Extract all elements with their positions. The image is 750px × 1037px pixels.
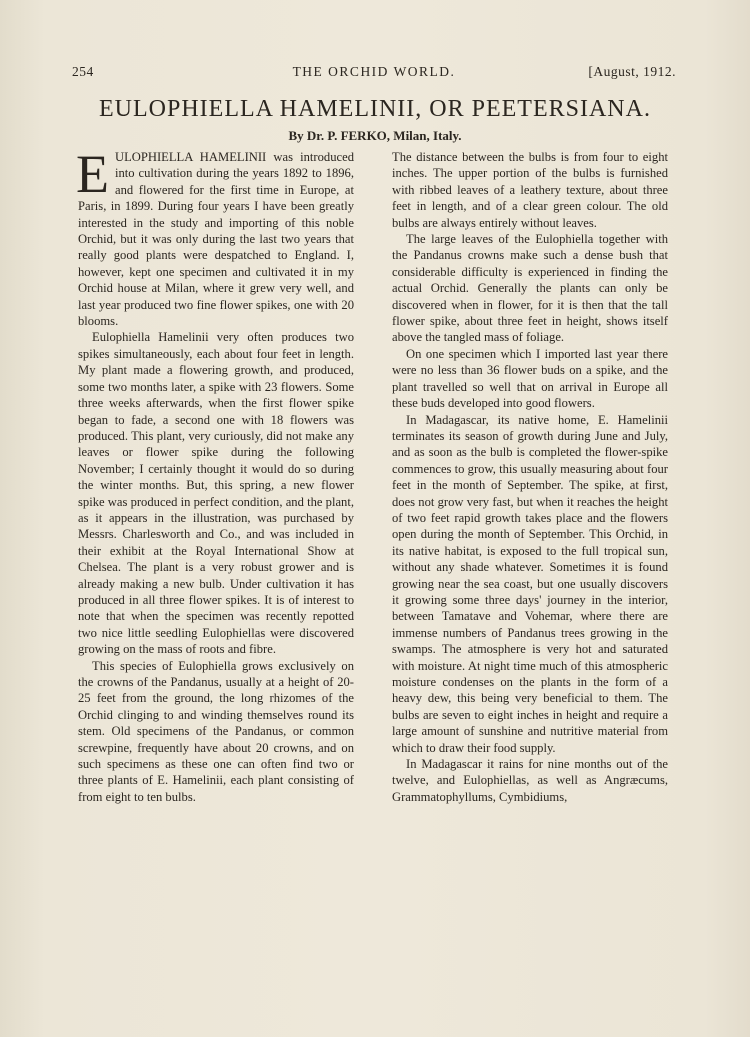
left-column — [76, 144, 354, 805]
paragraph: In Madagascar, its native home, E. Hamelinii terminates its season of growth during June and July, and as soon as the bulb is completed the flower-spike commences to grow, this usually measuring about four feet in the month of September. The spike, at first, does not grow very fast, but when it reaches the height of two feet rapid growth takes place and the flowers open during the month of September. This Orchid, in its native habitat, is exposed to the full tropical sun, without any shade whatever. Sometimes it is found growing near the sea coast, but one usually discovers it growing some three days' journey in the interior, between Tamatave and Vohemar, where there are immense numbers of Pandanus trees growing in the swamps. The atmosphere is very hot and saturated with moisture. At night time much of this atmospheric moisture condenses on the plants in the form of a heavy dew, this being very beneficial to them. The bulbs are seven to eight inches in height and require a large amount of sunshine and nutritive material from which to draw their food supply. — [392, 412, 668, 755]
right-column — [392, 149, 668, 805]
issue-date: [August, 1912. — [588, 64, 676, 79]
paragraph: Eulophiella Hamelinii very often produces two spikes simultaneously, each about four feet in length. My plant made a flowering growth, and produced, some two months later, a spike with 23 flowers. Some three weeks afterwards, when the first flower spike began to fade, a second one with 18 flowers was produced. This plant, very curiously, did not make any leaves or flower spike during the following November; I certainly thought it would do so during the winter months. But, this spring, a new flower spike was produced in perfect condition, and the plant, as it appears in the illustration, was purchased by Messrs. Charlesworth and Co., and was included in their exhibit at the Royal International Show at Chelsea. The plant is a very robust grower and is already making a new bulb. Under cultivation it has produced in all three flower spikes. It is of interest to note that when the specimen was recently repotted two nice little seedling Eulophiellas were discovered growing on the mass of roots and fibre. — [78, 330, 354, 657]
journal-title: THE ORCHID WORLD. — [292, 64, 456, 79]
article-title: EULOPHIELLA HAMELINII, OR PEETERSIANA. — [99, 96, 651, 122]
paragraph: In Madagascar it rains for nine months out of the twelve, and Eulophiellas, as well as Angræcums, Grammatophyllums, Cymbidiums, — [392, 757, 668, 804]
paragraph-text: ULOPHIELLA HAMELINII was introduced into cultivation during the years 1892 to 1896, and flowered for the first time in Europe, at Paris, in 1899. During four years I have been greatly interested in the study and importing of this noble Orchid, but it was only during the last two years that really good plants were despatched to England. I, however, kept one specimen and cultivated it in my Orchid house at Milan, where it grew very well, and last year produced two fine flower spikes, one with 20 blooms. — [78, 150, 354, 329]
page-number: 254 — [72, 64, 94, 79]
article-byline: By Dr. P. FERKO, Milan, Italy. — [288, 128, 462, 143]
paragraph: This species of Eulophiella grows exclusively on the crowns of the Pandanus, usually at a height of 20-25 feet from the ground, the long rhizomes of the Orchid clinging to and winding themselves round its stem. Old specimens of the Pandanus, or common screwpine, frequently have about 20 crowns, and on such specimens as these one can often find two or three plants of E. Hamelinii, each plant consisting of from eight to ten bulbs. — [78, 658, 354, 804]
paragraph: The large leaves of the Eulophiella together with the Pandanus crowns make such a dense bush that considerable difficulty is experienced in finding the actual Orchid. Generally the plants can only be discovered when in flower, for it is then that the tall flower spike, about three feet in height, shows itself above the tangled mass of foliage. — [392, 232, 668, 345]
paragraph — [76, 144, 354, 329]
paragraph: The distance between the bulbs is from four to eight inches. The upper portion of the bulbs is furnished with ribbed leaves of a leathery texture, about three feet in length, and of a clear green colour. The old bulbs are always entirely without leaves. — [392, 150, 668, 230]
paragraph: On one specimen which I imported last year there were no less than 36 flower buds on a spike, and the plant travelled so well that on arrival in Europe all these buds developed into good flowers. — [392, 346, 668, 411]
drop-cap: E — [76, 144, 109, 204]
